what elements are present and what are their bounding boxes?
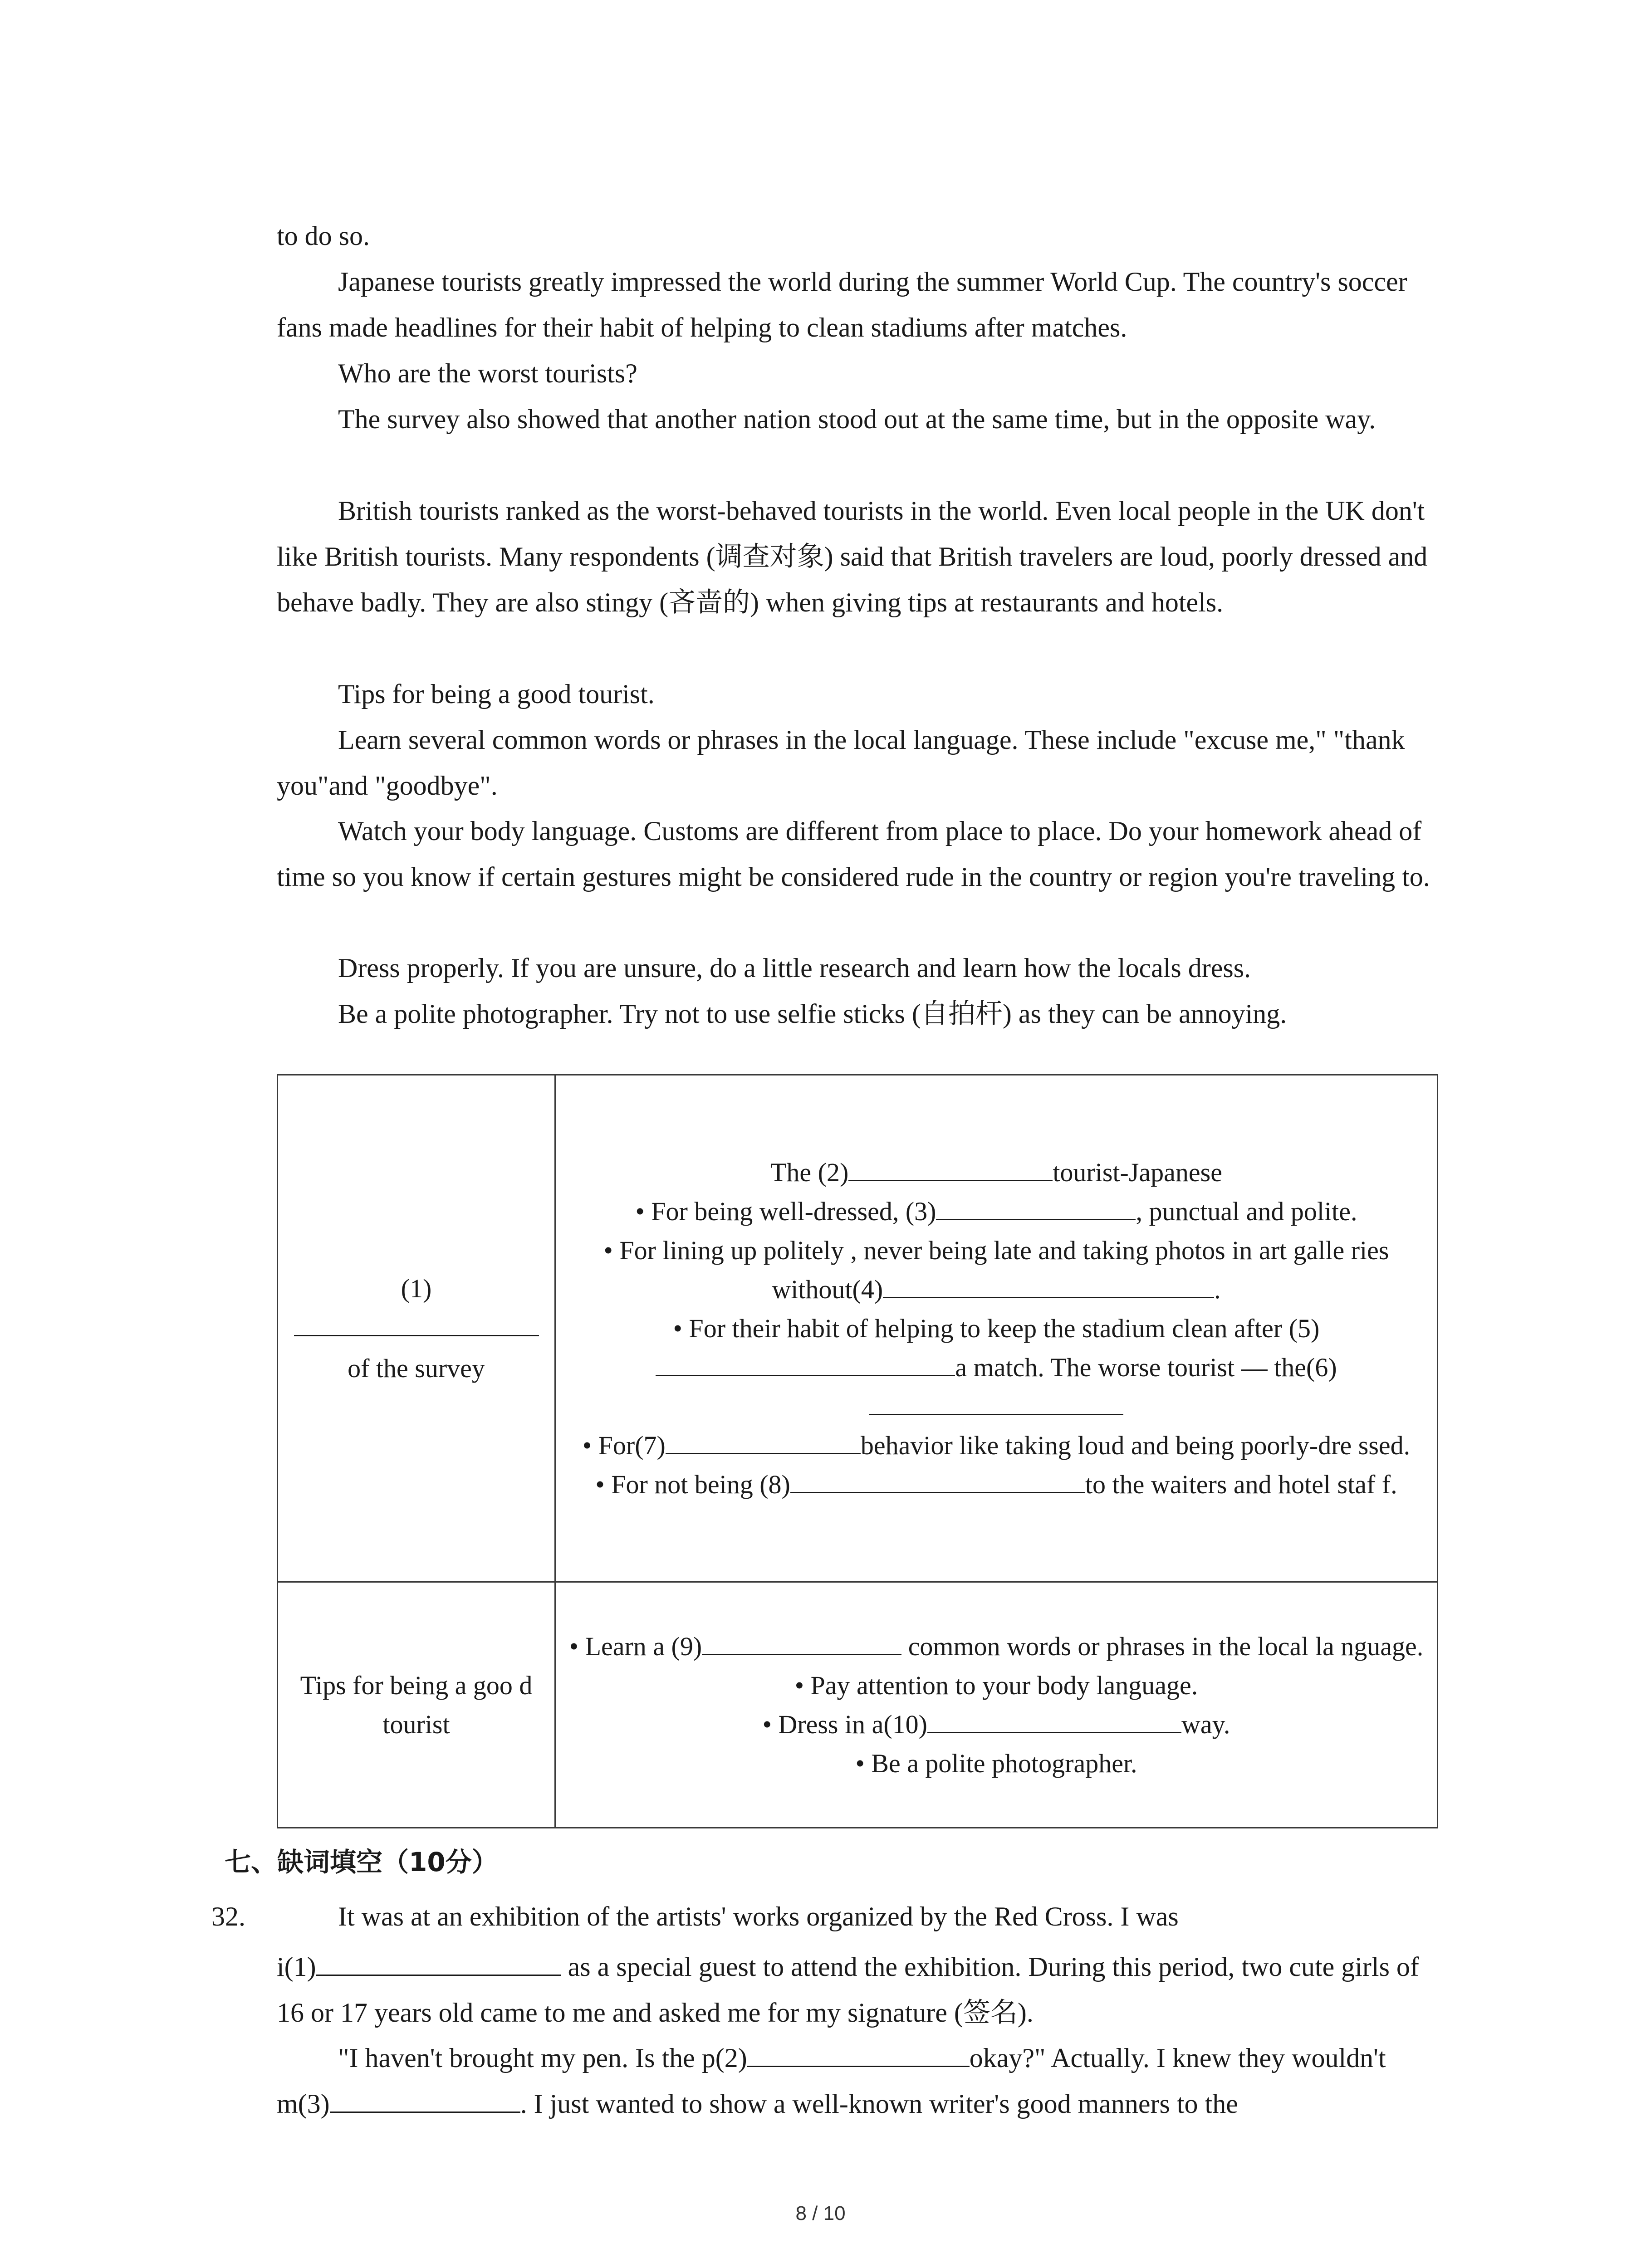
cell-text: of the survey [348, 1353, 485, 1383]
question-text: i(1) as a special guest to attend the exhibition. During this period, two cute girls of 16 or 17 years old came to me and asked me for my signature (签名). [277, 1944, 1438, 2036]
row-header-cell [278, 1075, 555, 1582]
passage-paragraph: Who are the worst tourists? [338, 358, 637, 388]
blank-label: (1) [401, 1273, 432, 1303]
summary-table [277, 1074, 1438, 1828]
bullet-item: • For not being (8) to the waiters and hotel staf f. [568, 1465, 1425, 1504]
bullet-item: • Dress in a(10) way. [568, 1705, 1425, 1744]
blank-10 [927, 1706, 1181, 1733]
blank-6 [869, 1388, 1123, 1415]
bullet-item: • Learn a (9) common words or phrases in the local la nguage. [568, 1627, 1425, 1666]
table-row [278, 1582, 1438, 1828]
blank-2 [848, 1154, 1053, 1181]
bullet-item: • Pay attention to your body language. [794, 1670, 1198, 1700]
passage-paragraph: to do so. [277, 221, 370, 251]
blank-3 [936, 1193, 1136, 1220]
row-header-cell: Tips for being a goo d tourist [278, 1582, 555, 1828]
content-cell [555, 1582, 1438, 1828]
blank-5 [656, 1349, 955, 1376]
question-text: It was at an exhibition of the artists' works organized by the Red Cross. I was [338, 1901, 1179, 1931]
passage-paragraph: British tourists ranked as the worst-behaved tourists in the world. Even local people in the UK don't like British tourists. Many respondents (调查对象) said that British travelers are loud, poorly dressed and behave badly. They are also stingy (吝啬的) when giving tips at restaurants and hotels. [277, 496, 1428, 617]
blank-line [290, 1308, 543, 1349]
bullet-item: • For lining up politely , never being late and taking photos in art galle ries without(4) . [603, 1235, 1389, 1304]
passage-paragraph: The survey also showed that another nation stood out at the same time, but in the opposite way. [338, 404, 1376, 434]
bullet-item: • For being well-dressed, (3) , punctual and polite. [568, 1192, 1425, 1231]
bullet-item: • For their habit of helping to keep the stadium clean after (5) a match. The worse tourist — the(6) [568, 1309, 1425, 1426]
question-number: 32. [211, 1901, 245, 1931]
passage-paragraph: Dress properly. If you are unsure, do a little research and learn how the locals dress. [338, 953, 1251, 983]
question-text: "I haven't brought my pen. Is the p(2) okay?" Actually. I knew they wouldn't m(3) . I just wanted to show a well-known writer's good manners to the [277, 2035, 1438, 2127]
passage-paragraph: Watch your body language. Customs are different from place to place. Do your homework ahead of time so you know if certain gestures might be considered rude in the country or region you're traveling to. [277, 816, 1430, 892]
best-tourist-line: The (2) tourist-Japanese [568, 1153, 1425, 1192]
passage-paragraph: Be a polite photographer. Try not to use selfie sticks (自拍杆) as they can be annoying. [338, 999, 1287, 1029]
content-cell [555, 1075, 1438, 1582]
blank-7 [666, 1427, 861, 1454]
blank-q1 [316, 1948, 561, 1976]
passage-paragraph: Japanese tourists greatly impressed the world during the summer World Cup. The country's soccer fans made headlines for their habit of helping to clean stadiums after matches. [277, 267, 1407, 342]
bullet-item: • For(7) behavior like taking loud and being poorly-dre ssed. [568, 1426, 1425, 1465]
blank-q3 [330, 2085, 520, 2113]
table-row [278, 1075, 1438, 1582]
page-number: 8 / 10 [795, 2202, 846, 2224]
blank-9 [702, 1628, 901, 1655]
bullet-item: • Be a polite photographer. [855, 1748, 1137, 1778]
blank-8 [790, 1466, 1085, 1493]
section-title: 七、缺词填空（10分） [225, 1847, 498, 1877]
passage-paragraph: Learn several common words or phrases in the local language. These include "excuse me," "thank you"and "goodbye". [277, 725, 1405, 801]
blank-4 [883, 1271, 1214, 1298]
blank-q2 [747, 2039, 970, 2067]
passage-paragraph: Tips for being a good tourist. [338, 679, 655, 709]
